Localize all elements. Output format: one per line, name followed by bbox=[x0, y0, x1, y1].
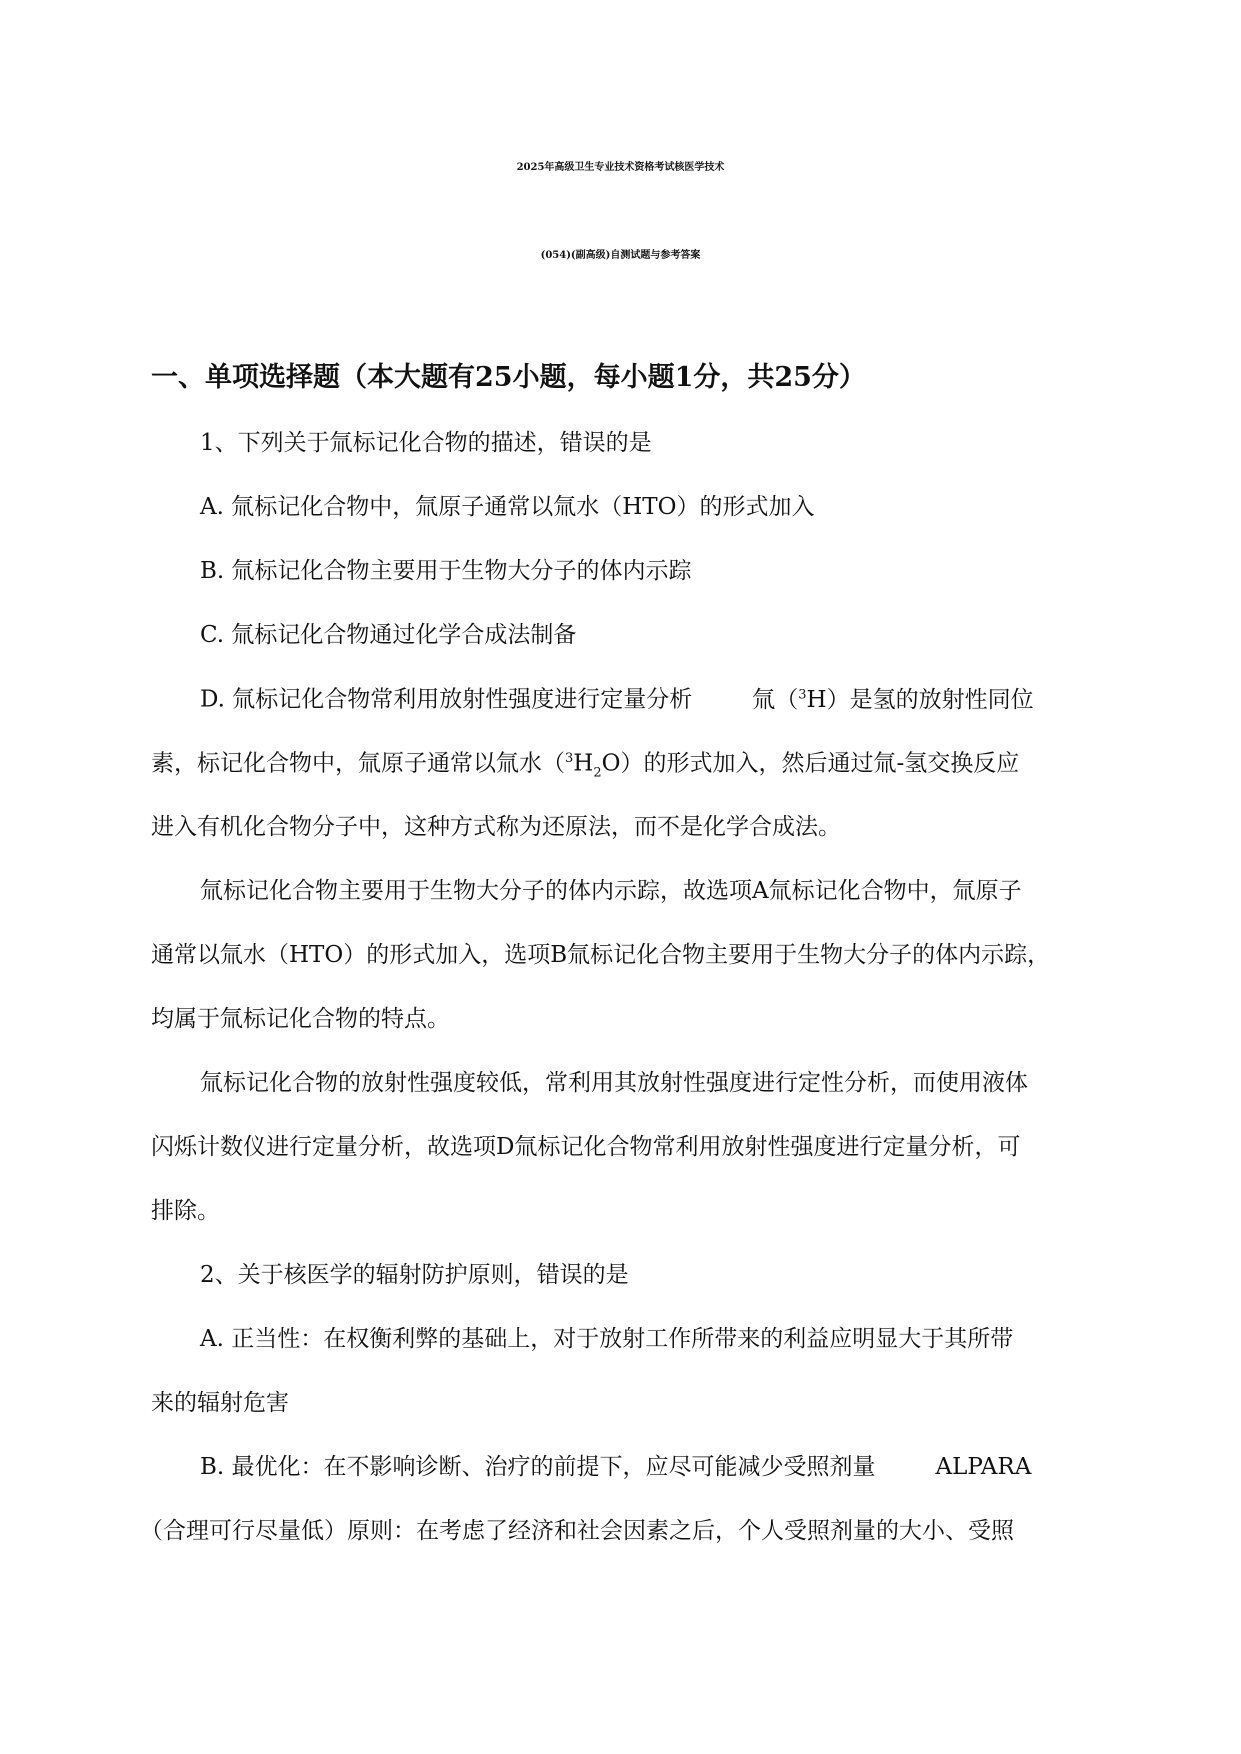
question-2-stem: 2、关于核医学的辐射防护原则，错误的是 bbox=[200, 1262, 629, 1288]
alara-label: ALPARA bbox=[935, 1454, 1032, 1480]
explanation-1-line-6: 均属于氚标记化合物的特点。 bbox=[151, 1006, 450, 1032]
document-title-line-1: 2025年高级卫生专业技术资格考试核医学技术 bbox=[516, 162, 725, 173]
question-2-option-b-line bbox=[200, 1456, 1031, 1479]
explanation-1-line-2: 素，标记化合物中，氚原子通常以氚水$(^3H_2O)$的形式加入，然后通过氚-氢交换反应 bbox=[151, 750, 1020, 781]
explanation-1-start: 氚（$^3$H）是氢的放射性同位 bbox=[752, 686, 1034, 713]
question-2-option-b: B. 最优化：在不影响诊断、治疗的前提下，应尽可能减少受照剂量 bbox=[200, 1454, 876, 1480]
question-1-option-d: D. 氚标记化合物常利用放射性强度进行定量分析 bbox=[200, 686, 693, 713]
explanation-1-line-5: 通常以氚水（HTO）的形式加入，选项B氚标记化合物主要用于生物大分子的体内示踪， bbox=[151, 942, 1051, 968]
explanation-2-line-1: （合理可行尽量低）原则：在考虑了经济和社会因素之后，个人受照剂量的大小、受照 bbox=[140, 1518, 1014, 1544]
question-1-option-b: B. 氚标记化合物主要用于生物大分子的体内示踪 bbox=[200, 558, 692, 584]
explanation-1-line-4: 氚标记化合物主要用于生物大分子的体内示踪，故选项A氚标记化合物中，氚原子 bbox=[200, 878, 1022, 904]
explanation-1-line-3: 进入有机化合物分子中，这种方式称为还原法，而不是化学合成法。 bbox=[151, 814, 841, 840]
question-2-option-a-line-2: 来的辐射危害 bbox=[151, 1390, 289, 1416]
question-1-option-c: C. 氚标记化合物通过化学合成法制备 bbox=[200, 622, 577, 648]
explanation-1-line-8: 闪烁计数仪进行定量分析，故选项D氚标记化合物常利用放射性强度进行定量分析，可 bbox=[151, 1134, 1021, 1160]
section-heading: 一、单项选择题（本大题有25小题，每小题1分，共25分） bbox=[151, 362, 866, 393]
document-title-line-2: (054)(副高级)自测试题与参考答案 bbox=[540, 250, 701, 261]
question-2-option-a-line-1: A. 正当性：在权衡利弊的基础上，对于放射工作所带来的利益应明显大于其所带 bbox=[200, 1326, 1014, 1352]
question-1-option-a: A. 氚标记化合物中，氚原子通常以氚水（HTO）的形式加入 bbox=[200, 494, 815, 520]
question-1-stem: 1、下列关于氚标记化合物的描述，错误的是 bbox=[200, 430, 652, 456]
question-1-option-d-line bbox=[200, 688, 1034, 712]
explanation-1-line-9: 排除。 bbox=[151, 1198, 220, 1224]
explanation-1-line-7: 氚标记化合物的放射性强度较低，常利用其放射性强度进行定性分析，而使用液体 bbox=[200, 1070, 1028, 1096]
